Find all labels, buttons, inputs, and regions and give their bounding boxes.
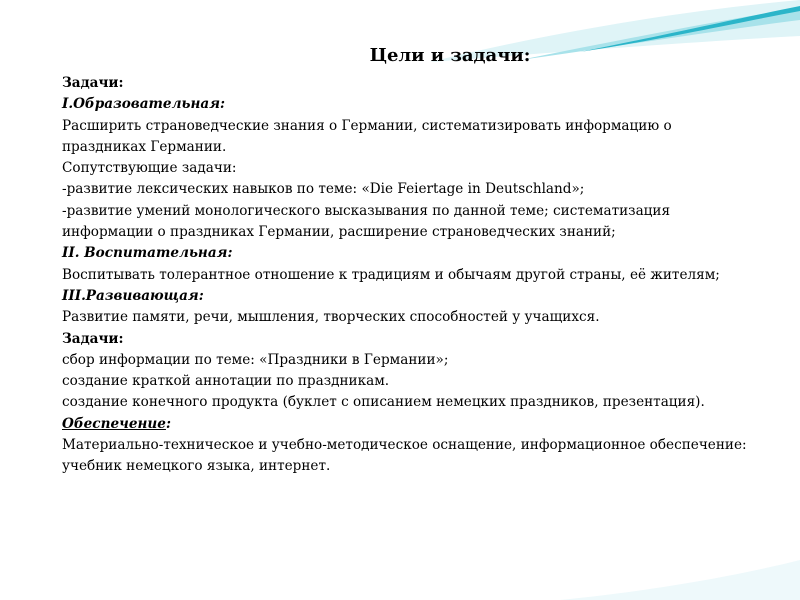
educational-heading: I.Образовательная: [62,96,226,113]
provision-heading-line [62,414,752,435]
task-final-product: создание конечного продукта (буклет с описанием немецких праздников, презентация). [62,394,705,411]
slide-title: Цели и задачи: [369,45,531,66]
developing-heading: III.Развивающая: [62,287,204,304]
provision-text: Материально-техническое и учебно-методическое оснащение, информационное обеспечение: учебник немецкого языка, интернет. [62,437,747,475]
educational-text: Расширить страноведческие знания о Германии, систематизировать информацию о праздниках Германии. [62,117,672,155]
slide-body [62,73,752,478]
related-tasks-heading: Сопутствующие задачи: [62,160,237,177]
developing-text: Развитие памяти, речи, мышления, творческих способностей у учащихся. [62,309,600,326]
tasks-heading-2: Задачи: [62,330,124,347]
upbringing-heading: II. Воспитательная: [62,245,233,262]
provision-heading: Обеспечение [62,415,166,432]
monologue-task: -развитие умений монологического высказывания по данной теме; систематизация информации о праздниках Германии, расширение страноведческих знаний; [62,202,671,241]
vocabulary-task: -развитие лексических навыков по теме: «Die Feiertage in Deutschland»; [62,181,585,198]
provision-colon: : [165,415,171,432]
task-annotation: создание краткой аннотации по праздникам. [62,373,390,390]
task-collect-info: сбор информации по теме: «Праздники в Германии»; [62,351,449,368]
upbringing-text: Воспитывать толерантное отношение к традициям и обычаям другой страны, её жителям; [62,266,720,283]
tasks-heading: Задачи: [62,75,124,91]
swoosh-bottom-pale [560,560,800,600]
